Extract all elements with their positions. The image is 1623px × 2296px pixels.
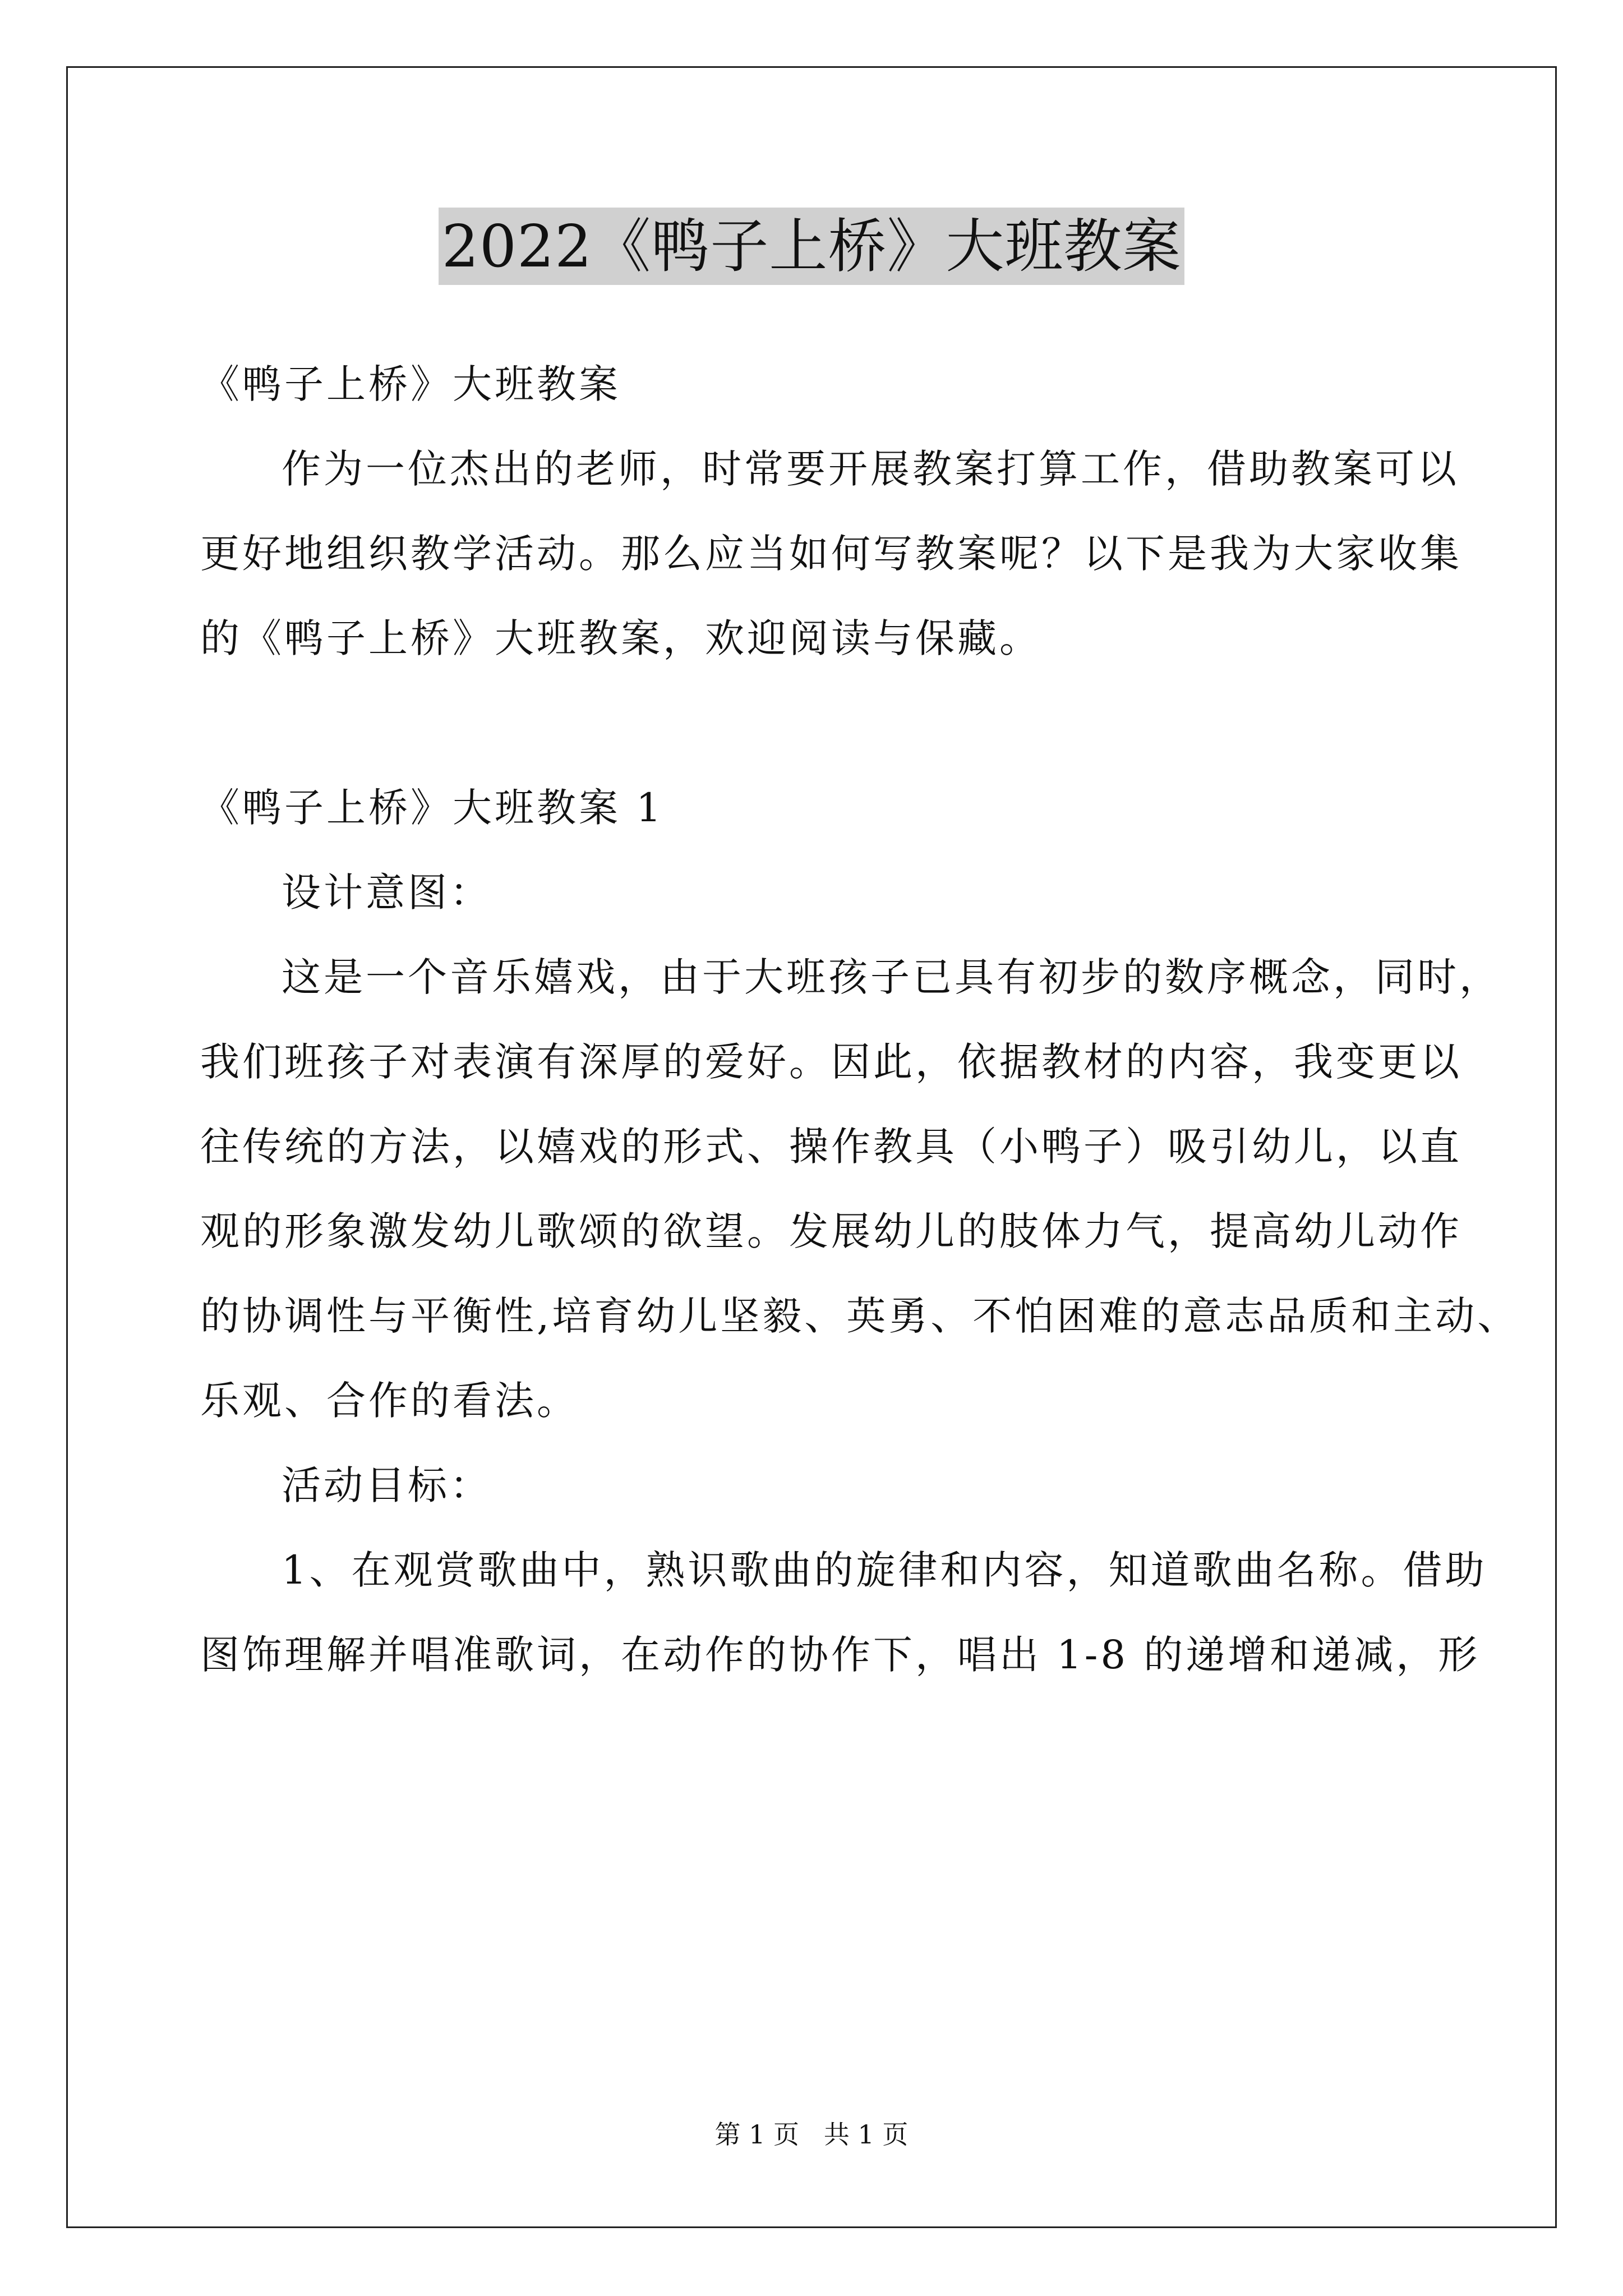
paragraph-line: 活动目标： [282,1462,492,1508]
paragraph-line: 更好地组织教学活动。那么应当如何写教案呢？以下是我为大家收集 [200,531,1462,577]
title-container [0,208,1623,285]
document-body [200,342,1520,1697]
paragraph-line: 的协调性与平衡性,培育幼儿坚毅、英勇、不怕困难的意志品质和主动、 [200,1293,1520,1339]
paragraph-line: 图饰理解并唱准歌词，在动作的协作下，唱出 1-8 的递增和递减，形 [200,1632,1481,1678]
paragraph-line: 作为一位杰出的老师，时常要开展教案打算工作，借助教案可以 [282,446,1459,492]
paragraph-gap [200,681,1434,766]
section-heading: 《鸭子上桥》大班教案 1 [200,785,664,831]
paragraph-line: 观的形象激发幼儿歌颂的欲望。发展幼儿的肢体力气，提高幼儿动作 [200,1208,1462,1254]
paragraph-line: 我们班孩子对表演有深厚的爱好。因此，依据教材的内容，我变更以 [200,1039,1462,1085]
paragraph-line: 设计意图： [282,869,492,915]
paragraph-line: 乐观、合作的看法。 [200,1378,579,1424]
paragraph-line: 《鸭子上桥》大班教案 [200,361,621,407]
page-footer: 第 1 页 共 1 页 [714,2119,909,2150]
paragraph-line: 1、在观赏歌曲中，熟识歌曲的旋律和内容，知道歌曲名称。借助 [282,1547,1487,1593]
paragraph-line: 的《鸭子上桥》大班教案，欢迎阅读与保藏。 [200,615,1041,661]
paragraph-line: 往传统的方法，以嬉戏的形式、操作教具（小鸭子）吸引幼儿，以直 [200,1124,1462,1170]
document-title: 2022《鸭子上桥》大班教案 [439,208,1185,285]
paragraph-line: 这是一个音乐嬉戏，由于大班孩子已具有初步的数序概念，同时， [282,954,1501,1000]
